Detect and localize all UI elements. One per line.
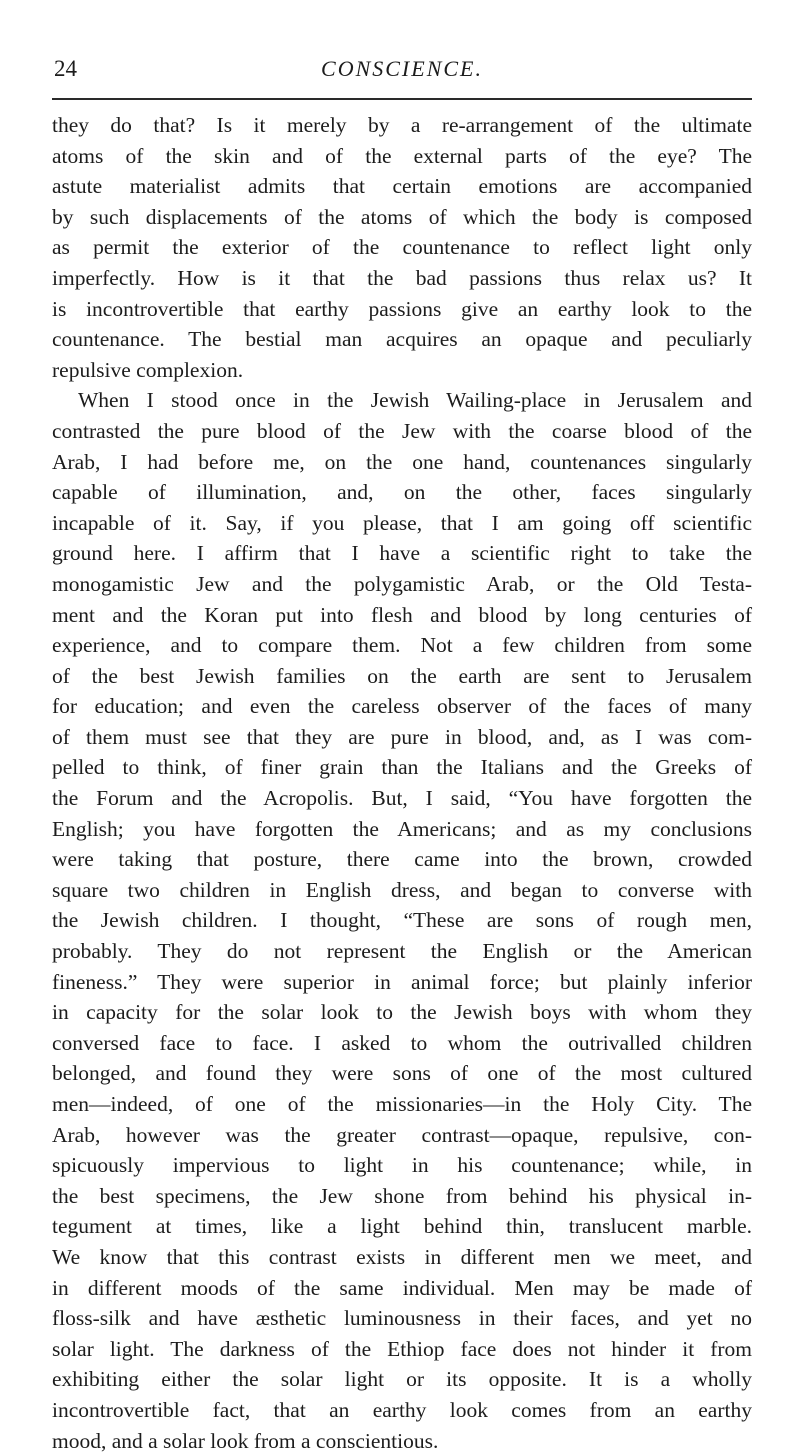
text-line: in different moods of the same individual. Men may be made of — [52, 1275, 752, 1300]
text-line: of the best Jewish families on the earth are sent to Jerusalem — [52, 663, 752, 688]
text-line: atoms of the skin and of the external parts of the eye? The — [52, 143, 752, 168]
text-line: square two children in English dress, and began to converse with — [52, 877, 752, 902]
text-line: pelled to think, of finer grain than the Italians and the Greeks of — [52, 755, 752, 780]
text-line: men—indeed, of one of the missionaries—in the Holy City. The — [52, 1092, 752, 1116]
text-line: in capacity for the solar look to the Jewish boys with whom they — [52, 1000, 752, 1025]
text-line: experience, and to compare them. Not a few children from some — [52, 633, 752, 658]
text-line: incontrovertible fact, that an earthy look comes from an earthy — [52, 1397, 752, 1422]
text-line: ment and the Koran put into flesh and blood by long centuries of — [52, 602, 752, 627]
text-line: tegument at times, like a light behind thin, translucent marble. — [52, 1214, 752, 1239]
text-line: the Jewish children. I thought, “These are sons of rough men, — [52, 908, 752, 933]
text-line: probably. They do not represent the English or the American — [52, 939, 752, 964]
text-line: they do that? Is it merely by a re-arrangement of the ultimate — [52, 113, 752, 137]
text-line: Arab, I had before me, on the one hand, countenances singularly — [52, 449, 752, 474]
paragraph-end-line: repulsive complexion. — [52, 357, 244, 382]
text-line: spicuously impervious to light in his countenance; while, in — [52, 1153, 752, 1178]
running-title: CONSCIENCE. — [321, 56, 483, 81]
text-line: capable of illumination, and, on the other, faces singularly — [52, 480, 752, 505]
text-line: exhibiting either the solar light or its opposite. It is a wholly — [52, 1367, 752, 1392]
text-line: the best specimens, the Jew shone from behind his physical in- — [52, 1183, 752, 1208]
text-line: floss-silk and have æsthetic luminousness in their faces, and yet no — [52, 1306, 752, 1331]
text-line: for education; and even the careless observer of the faces of many — [52, 694, 752, 719]
page-number: 24 — [54, 56, 77, 81]
text-line: ground here. I affirm that I have a scientific right to take the — [52, 541, 752, 566]
text-line: were taking that posture, there came into the brown, crowded — [52, 847, 752, 872]
body-text — [52, 110, 752, 1456]
text-line: as permit the exterior of the countenance to reflect light only — [52, 235, 752, 260]
header-rule — [52, 98, 752, 100]
text-line: contrasted the pure blood of the Jew with the coarse blood of the — [52, 418, 752, 443]
text-line: the Forum and the Acropolis. But, I said, “You have forgotten the — [52, 786, 752, 811]
text-line: imperfectly. How is it that the bad passions thus relax us? It — [52, 265, 752, 290]
text-line: solar light. The darkness of the Ethiop face does not hinder it from — [52, 1336, 752, 1361]
page-header — [52, 54, 752, 88]
text-line: incapable of it. Say, if you please, that I am going off scientific — [52, 510, 752, 535]
text-line: fineness.” They were superior in animal force; but plainly inferior — [52, 969, 752, 994]
text-line: We know that this contrast exists in different men we meet, and — [52, 1244, 752, 1269]
paragraph-start-line: When I stood once in the Jewish Wailing-place in Jerusalem and — [78, 388, 752, 413]
text-line: Arab, however was the greater contrast—opaque, repulsive, con- — [52, 1122, 752, 1147]
paragraph-end-line: mood, and a solar look from a conscientious. — [52, 1428, 439, 1453]
text-line: conversed face to face. I asked to whom the outrivalled children — [52, 1030, 752, 1055]
text-line: countenance. The bestial man acquires an opaque and peculiarly — [52, 327, 752, 352]
text-line: is incontrovertible that earthy passions give an earthy look to the — [52, 296, 752, 321]
text-line: astute materialist admits that certain emotions are accompanied — [52, 174, 752, 199]
text-line: monogamistic Jew and the polygamistic Arab, or the Old Testa- — [52, 571, 752, 596]
text-line: English; you have forgotten the Americans; and as my conclusions — [52, 816, 752, 841]
text-line: belonged, and found they were sons of one of the most cultured — [52, 1061, 752, 1086]
text-line: of them must see that they are pure in blood, and, as I was com- — [52, 724, 752, 749]
text-line: by such displacements of the atoms of which the body is composed — [52, 204, 752, 229]
